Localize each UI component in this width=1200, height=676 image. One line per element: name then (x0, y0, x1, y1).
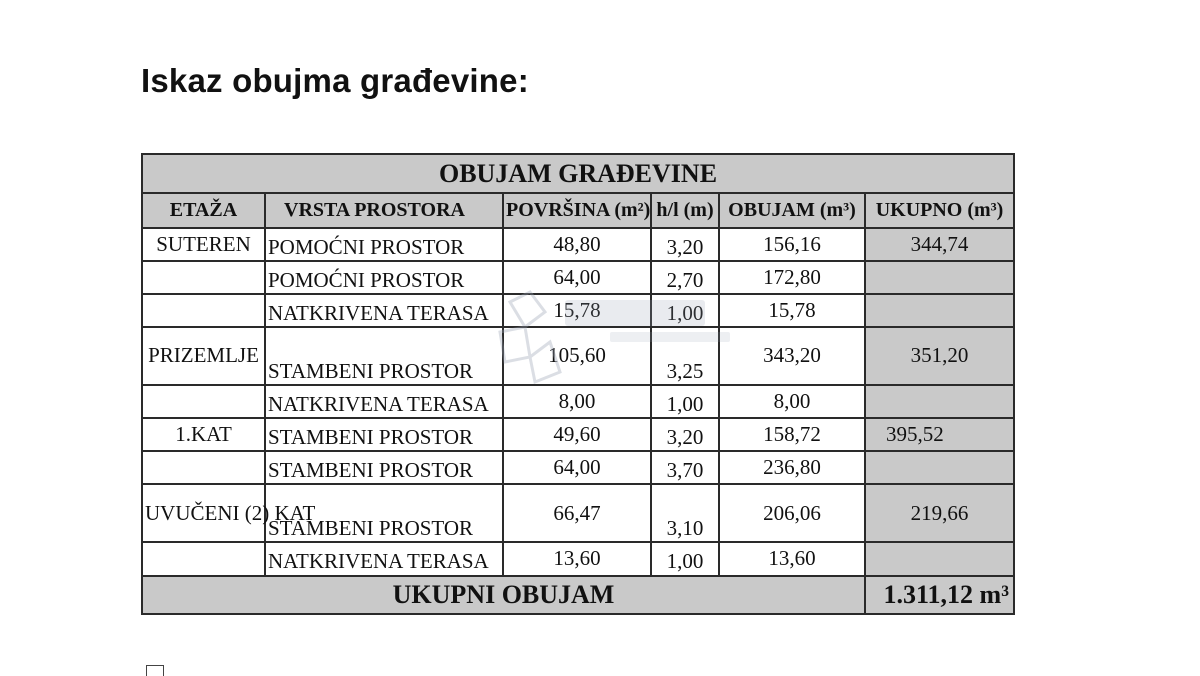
cell-obujam: 172,80 (719, 261, 865, 294)
cell-vrsta: STAMBENI PROSTOR (265, 327, 503, 385)
cell-height: 1,00 (651, 542, 719, 575)
cell-height: 3,20 (651, 228, 719, 261)
cell-obujam: 156,16 (719, 228, 865, 261)
cell-obujam: 206,06 (719, 484, 865, 542)
cell-povrsina: 64,00 (503, 451, 651, 484)
cell-etaza (142, 261, 265, 294)
cell-vrsta: STAMBENI PROSTOR (265, 484, 503, 542)
total-row (142, 576, 1014, 614)
column-header-vrsta: VRSTA PROSTORA (265, 193, 503, 227)
cell-etaza: SUTEREN (142, 228, 265, 261)
cell-vrsta: STAMBENI PROSTOR (265, 451, 503, 484)
cell-height: 1,00 (651, 294, 719, 327)
cell-ukupno (865, 451, 1014, 484)
cell-povrsina: 64,00 (503, 261, 651, 294)
cell-height: 1,00 (651, 385, 719, 418)
cell-obujam: 8,00 (719, 385, 865, 418)
table-row (142, 418, 1014, 451)
cell-vrsta: NATKRIVENA TERASA (265, 385, 503, 418)
checkbox-icon (146, 665, 164, 676)
cell-height: 3,10 (651, 484, 719, 542)
cell-povrsina: 49,60 (503, 418, 651, 451)
cell-height: 3,25 (651, 327, 719, 385)
cell-height: 3,70 (651, 451, 719, 484)
cell-ukupno (865, 294, 1014, 327)
cell-obujam: 13,60 (719, 542, 865, 575)
cell-etaza (142, 385, 265, 418)
cell-obujam: 236,80 (719, 451, 865, 484)
cell-etaza (142, 451, 265, 484)
cell-obujam: 343,20 (719, 327, 865, 385)
cell-povrsina: 48,80 (503, 228, 651, 261)
cell-ukupno (865, 542, 1014, 575)
cell-ukupno: 395,52 (865, 418, 1014, 451)
cell-vrsta: NATKRIVENA TERASA (265, 542, 503, 575)
column-header-povrsina: POVRŠINA (m²) (503, 193, 651, 227)
cell-etaza (142, 542, 265, 575)
header-row (142, 193, 1014, 227)
total-value: 1.311,12 m³ (865, 576, 1014, 614)
table-row (142, 228, 1014, 261)
table-row (142, 451, 1014, 484)
cell-etaza (142, 294, 265, 327)
table-row (142, 327, 1014, 385)
column-header-height: h/l (m) (651, 193, 719, 227)
page-title: Iskaz obujma građevine: (141, 62, 529, 99)
table-row (142, 484, 1014, 542)
cell-obujam: 158,72 (719, 418, 865, 451)
volume-table (141, 153, 1015, 615)
table-row (142, 294, 1014, 327)
column-header-ukupno: UKUPNO (m³) (865, 193, 1014, 227)
cell-vrsta: STAMBENI PROSTOR (265, 418, 503, 451)
cell-etaza: 1.KAT (142, 418, 265, 451)
cell-etaza: UVUČENI (2) KAT (142, 484, 265, 542)
cell-vrsta: NATKRIVENA TERASA (265, 294, 503, 327)
table-row (142, 261, 1014, 294)
cell-obujam: 15,78 (719, 294, 865, 327)
cell-etaza: PRIZEMLJE (142, 327, 265, 385)
column-header-etaza: ETAŽA (142, 193, 265, 227)
cell-ukupno: 344,74 (865, 228, 1014, 261)
table-title: OBUJAM GRAĐEVINE (142, 154, 1014, 193)
cell-ukupno: 219,66 (865, 484, 1014, 542)
cell-ukupno (865, 385, 1014, 418)
table-row (142, 542, 1014, 575)
cell-povrsina: 13,60 (503, 542, 651, 575)
cell-vrsta: POMOĆNI PROSTOR (265, 228, 503, 261)
cell-ukupno (865, 261, 1014, 294)
cell-height: 2,70 (651, 261, 719, 294)
column-header-obujam: OBUJAM (m³) (719, 193, 865, 227)
cell-povrsina: 8,00 (503, 385, 651, 418)
table-row (142, 385, 1014, 418)
cell-povrsina: 66,47 (503, 484, 651, 542)
total-label: UKUPNI OBUJAM (142, 576, 865, 614)
cell-ukupno: 351,20 (865, 327, 1014, 385)
cell-vrsta: POMOĆNI PROSTOR (265, 261, 503, 294)
cell-povrsina: 105,60 (503, 327, 651, 385)
cell-povrsina: 15,78 (503, 294, 651, 327)
cell-height: 3,20 (651, 418, 719, 451)
